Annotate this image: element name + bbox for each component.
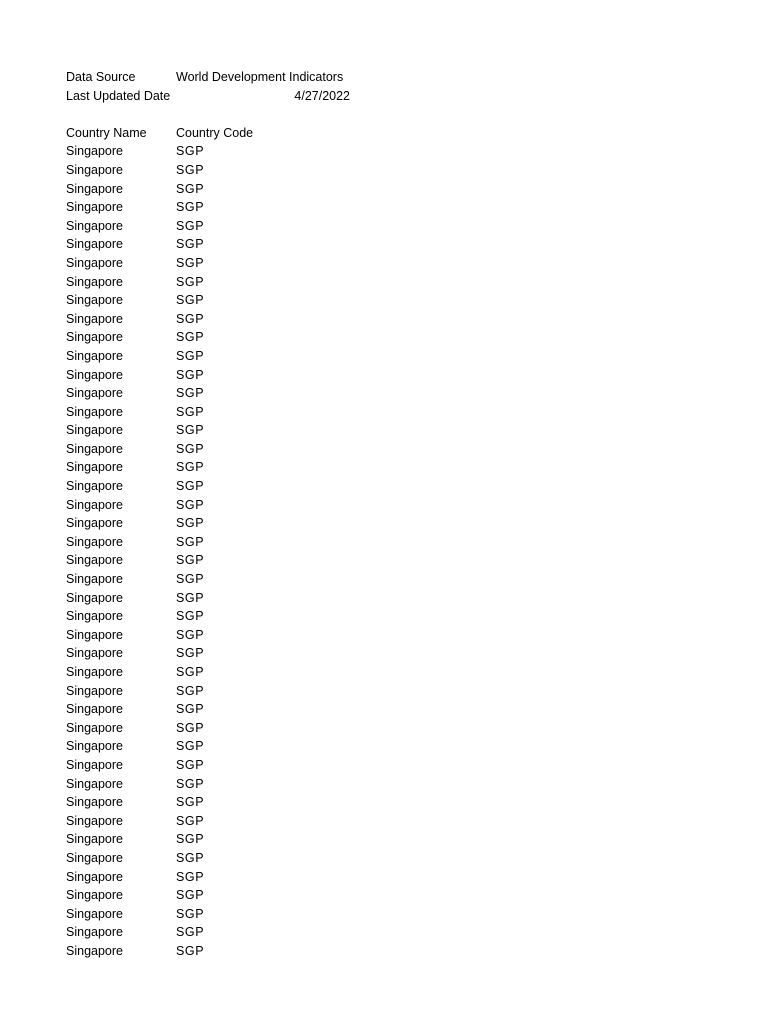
country-code-cell: SGP	[176, 869, 205, 884]
country-name-cell: Singapore	[66, 665, 123, 679]
table-row	[66, 533, 366, 552]
country-code-cell: SGP	[176, 665, 205, 679]
country-name-cell: Singapore	[66, 925, 123, 940]
table-row	[66, 923, 366, 942]
table-row	[66, 868, 366, 887]
country-code-cell: SGP	[176, 943, 205, 958]
country-code-cell: SGP	[176, 200, 205, 215]
country-name-cell: Singapore	[66, 646, 123, 661]
country-code-cell: SGP	[176, 516, 205, 531]
table-row	[66, 775, 366, 794]
last-updated-row	[66, 87, 366, 106]
table-row	[66, 551, 366, 570]
table-row	[66, 403, 366, 422]
header-country-name: Country Name	[66, 125, 147, 140]
table-row	[66, 514, 366, 533]
last-updated-label: Last Updated Date	[66, 88, 171, 103]
country-name-cell: Singapore	[66, 479, 123, 494]
country-code-cell: SGP	[176, 757, 205, 772]
country-name-cell: Singapore	[66, 516, 123, 531]
data-source-label: Data Source	[66, 70, 136, 84]
data-source-value: World Development Indicators	[176, 70, 344, 84]
country-name-cell: Singapore	[66, 237, 123, 252]
country-name-cell: Singapore	[66, 869, 123, 884]
country-name-cell: Singapore	[66, 293, 123, 308]
country-code-cell: SGP	[176, 888, 205, 903]
country-code-cell: SGP	[176, 460, 205, 475]
table-row	[66, 458, 366, 477]
table-row	[66, 942, 366, 961]
country-code-cell: SGP	[176, 497, 205, 512]
country-name-cell: Singapore	[66, 218, 123, 233]
country-name-cell: Singapore	[66, 795, 123, 810]
table-row	[66, 366, 366, 385]
country-name-cell: Singapore	[66, 367, 123, 382]
table-row	[66, 719, 366, 738]
country-code-cell: SGP	[176, 609, 205, 624]
country-name-cell: Singapore	[66, 888, 123, 903]
country-name-cell: Singapore	[66, 423, 123, 438]
country-code-cell: SGP	[176, 627, 205, 642]
country-code-cell: SGP	[176, 832, 205, 847]
header-country-code: Country Code	[176, 125, 254, 140]
country-code-cell: SGP	[176, 590, 205, 605]
country-name-cell: Singapore	[66, 776, 123, 791]
table-row	[66, 496, 366, 515]
blank-row	[66, 105, 366, 124]
table-row	[66, 756, 366, 775]
country-code-cell: SGP	[176, 274, 205, 289]
country-code-cell: SGP	[176, 144, 205, 159]
country-code-cell: SGP	[176, 330, 205, 345]
table-header-row	[66, 124, 366, 143]
country-name-cell: Singapore	[66, 850, 123, 865]
country-name-cell: Singapore	[66, 162, 123, 177]
country-code-cell: SGP	[176, 702, 205, 717]
country-name-cell: Singapore	[66, 739, 123, 754]
country-name-cell: Singapore	[66, 757, 123, 772]
table-row	[66, 142, 366, 161]
country-code-cell: SGP	[176, 237, 205, 252]
table-row	[66, 235, 366, 254]
country-code-cell: SGP	[176, 162, 205, 177]
table-row	[66, 700, 366, 719]
table-row	[66, 291, 366, 310]
table-row	[66, 347, 366, 366]
country-code-cell: SGP	[176, 218, 205, 233]
spreadsheet	[66, 68, 366, 961]
country-name-cell: Singapore	[66, 181, 123, 196]
data-source-row	[66, 68, 366, 87]
country-code-cell: SGP	[176, 850, 205, 865]
country-code-cell: SGP	[176, 181, 205, 196]
country-name-cell: Singapore	[66, 813, 123, 828]
country-name-cell: Singapore	[66, 255, 123, 270]
country-code-cell: SGP	[176, 367, 205, 382]
country-code-cell: SGP	[176, 739, 205, 754]
table-row	[66, 626, 366, 645]
table-row	[66, 198, 366, 217]
table-row	[66, 310, 366, 329]
country-code-cell: SGP	[176, 404, 205, 419]
table-row	[66, 737, 366, 756]
table-row	[66, 849, 366, 868]
country-code-cell: SGP	[176, 255, 205, 270]
table-row	[66, 682, 366, 701]
table-row	[66, 384, 366, 403]
country-code-cell: SGP	[176, 348, 205, 363]
table-row	[66, 328, 366, 347]
table-row	[66, 440, 366, 459]
table-row	[66, 254, 366, 273]
table-row	[66, 180, 366, 199]
country-code-cell: SGP	[176, 311, 205, 326]
country-name-cell: Singapore	[66, 627, 123, 642]
table-row	[66, 477, 366, 496]
country-name-cell: Singapore	[66, 497, 123, 512]
table-row	[66, 644, 366, 663]
country-code-cell: SGP	[176, 906, 205, 921]
country-code-cell: SGP	[176, 386, 205, 401]
table-row	[66, 161, 366, 180]
country-name-cell: Singapore	[66, 683, 123, 698]
table-row	[66, 905, 366, 924]
table-row	[66, 607, 366, 626]
country-name-cell: Singapore	[66, 906, 123, 921]
country-code-cell: SGP	[176, 534, 205, 549]
country-name-cell: Singapore	[66, 943, 123, 958]
country-code-cell: SGP	[176, 813, 205, 828]
table-row	[66, 421, 366, 440]
table-row	[66, 793, 366, 812]
country-code-cell: SGP	[176, 423, 205, 438]
country-code-cell: SGP	[176, 795, 205, 810]
table-body	[66, 142, 366, 960]
country-name-cell: Singapore	[66, 702, 123, 717]
country-name-cell: Singapore	[66, 590, 123, 605]
country-name-cell: Singapore	[66, 386, 123, 401]
country-name-cell: Singapore	[66, 200, 123, 215]
country-name-cell: Singapore	[66, 144, 123, 159]
country-name-cell: Singapore	[66, 534, 123, 549]
country-name-cell: Singapore	[66, 553, 123, 568]
country-name-cell: Singapore	[66, 832, 123, 847]
country-code-cell: SGP	[176, 553, 205, 568]
table-row	[66, 589, 366, 608]
country-name-cell: Singapore	[66, 274, 123, 289]
country-code-cell: SGP	[176, 293, 205, 308]
country-name-cell: Singapore	[66, 348, 123, 363]
country-code-cell: SGP	[176, 646, 205, 661]
country-code-cell: SGP	[176, 441, 205, 456]
country-name-cell: Singapore	[66, 330, 123, 345]
country-name-cell: Singapore	[66, 441, 123, 456]
country-code-cell: SGP	[176, 683, 205, 698]
country-name-cell: Singapore	[66, 311, 123, 326]
last-updated-value: 4/27/2022	[294, 88, 350, 103]
country-name-cell: Singapore	[66, 572, 123, 587]
country-name-cell: Singapore	[66, 720, 123, 735]
table-row	[66, 886, 366, 905]
table-row	[66, 812, 366, 831]
country-name-cell: Singapore	[66, 609, 123, 624]
table-row	[66, 217, 366, 236]
table-row	[66, 570, 366, 589]
country-code-cell: SGP	[176, 776, 205, 791]
country-code-cell: SGP	[176, 720, 205, 735]
table-row	[66, 663, 366, 682]
country-code-cell: SGP	[176, 479, 205, 494]
country-code-cell: SGP	[176, 572, 205, 587]
country-name-cell: Singapore	[66, 404, 123, 419]
country-code-cell: SGP	[176, 925, 205, 940]
table-row	[66, 273, 366, 292]
country-name-cell: Singapore	[66, 460, 123, 475]
table-row	[66, 830, 366, 849]
